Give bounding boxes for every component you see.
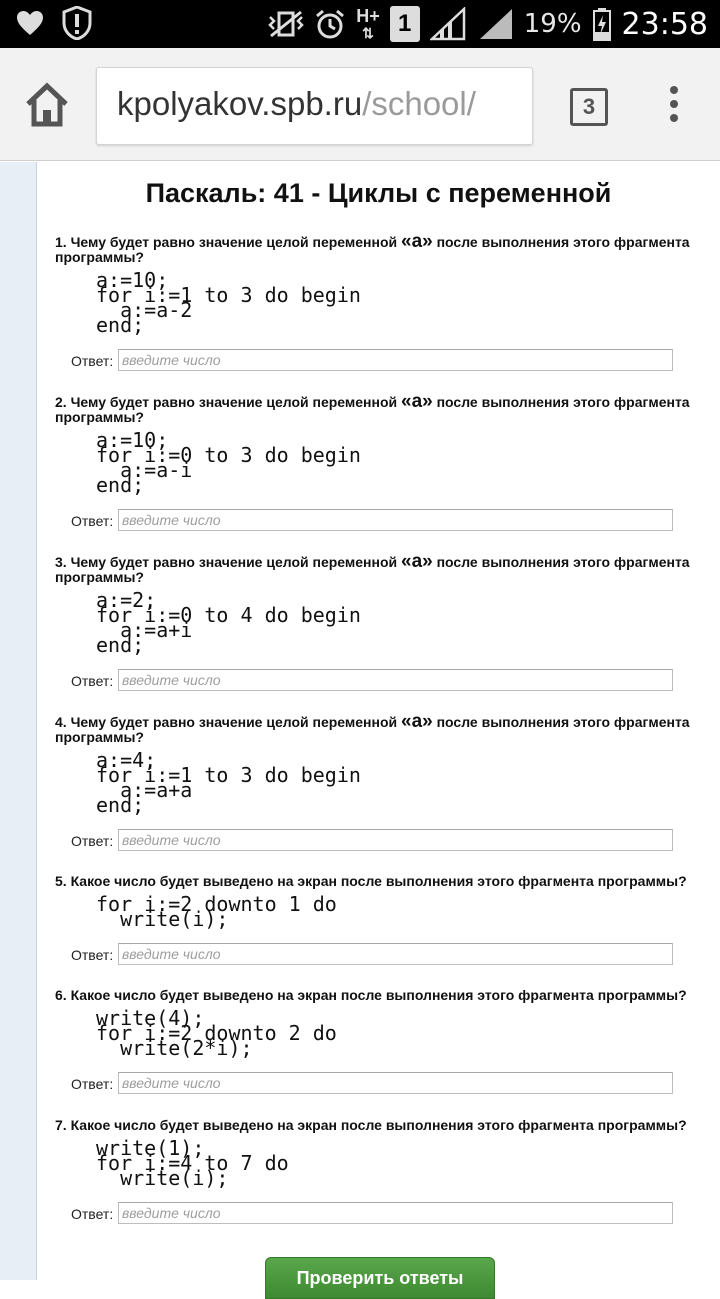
alarm-icon — [314, 8, 346, 40]
signal-icon — [430, 7, 468, 41]
question-text — [55, 551, 705, 585]
question-prefix: Чему будет равно значение целой переменной — [70, 554, 401, 570]
answer-input[interactable] — [118, 943, 673, 965]
url-domain: kpolyakov.spb.ru — [117, 85, 363, 122]
clock: 23:58 — [621, 6, 708, 42]
question-number: 7. — [55, 1117, 67, 1133]
code-snippet: write(4); for i:=2 downto 2 do write(2*i); — [96, 1006, 337, 1060]
answer-label: Ответ: — [71, 673, 114, 689]
answer-row — [71, 349, 705, 373]
question-text — [55, 988, 705, 1003]
question-variable: «a» — [401, 391, 433, 412]
browser-toolbar — [0, 48, 720, 161]
question-number: 6. — [55, 987, 67, 1003]
question-variable: «a» — [401, 711, 433, 732]
data-arrows-icon: ⇅ — [362, 24, 374, 41]
question-number: 3. — [55, 554, 67, 570]
question-prefix: Чему будет равно значение целой переменной — [70, 714, 401, 730]
answer-row — [71, 1202, 705, 1226]
address-bar[interactable] — [96, 67, 533, 145]
answer-row — [71, 829, 705, 853]
url-text — [117, 85, 476, 123]
question-suffix: после выполнения этого фрагмента программы? — [55, 234, 690, 265]
question-6 — [55, 988, 705, 1096]
answer-input[interactable] — [118, 349, 673, 371]
code-snippet: for i:=2 downto 1 do write(i); — [96, 892, 337, 931]
question-suffix: после выполнения этого фрагмента программы? — [55, 394, 690, 425]
heart-icon — [16, 10, 44, 36]
code-snippet: a:=2; for i:=0 to 4 do begin a:=a+i end; — [96, 588, 361, 657]
question-number: 5. — [55, 873, 67, 889]
question-variable: «a» — [401, 231, 433, 252]
answer-label: Ответ: — [71, 353, 114, 369]
question-prefix: Какое число будет выведено на экран после выполнения этого фрагмента программы? — [70, 873, 687, 889]
answer-row — [71, 509, 705, 533]
question-prefix: Чему будет равно значение целой переменной — [70, 394, 401, 410]
answer-label: Ответ: — [71, 513, 114, 529]
status-left-icons — [16, 6, 92, 40]
alert-shield-icon — [62, 6, 92, 40]
question-text — [55, 391, 705, 425]
answer-label: Ответ: — [71, 947, 114, 963]
answer-input[interactable] — [118, 1072, 673, 1094]
home-icon[interactable] — [22, 80, 72, 130]
question-text — [55, 1118, 705, 1133]
page-content — [37, 162, 720, 1288]
code-snippet: a:=4; for i:=1 to 3 do begin a:=a+a end; — [96, 748, 361, 817]
answer-label: Ответ: — [71, 1076, 114, 1092]
question-prefix: Какое число будет выведено на экран после выполнения этого фрагмента программы? — [70, 1117, 687, 1133]
question-7 — [55, 1118, 705, 1226]
question-3 — [55, 551, 705, 693]
question-text — [55, 231, 705, 265]
code-snippet: write(1); for i:=4 to 7 do write(i); — [96, 1136, 289, 1190]
code-snippet: a:=10; for i:=0 to 3 do begin a:=a-i end; — [96, 428, 361, 497]
page-title: Паскаль: 41 - Циклы с переменной — [145, 178, 612, 208]
question-suffix: после выполнения этого фрагмента программы? — [55, 554, 690, 585]
question-4 — [55, 711, 705, 853]
answer-input[interactable] — [118, 1202, 673, 1224]
question-number: 2. — [55, 394, 67, 410]
status-bar — [0, 0, 720, 48]
overflow-menu-icon[interactable] — [664, 86, 684, 126]
question-suffix: после выполнения этого фрагмента программы? — [55, 714, 690, 745]
question-prefix: Чему будет равно значение целой переменной — [70, 234, 401, 250]
network-type — [356, 5, 380, 41]
question-prefix: Какое число будет выведено на экран после выполнения этого фрагмента программы? — [70, 987, 687, 1003]
question-text — [55, 711, 705, 745]
question-1 — [55, 231, 705, 373]
code-snippet: a:=10; for i:=1 to 3 do begin a:=a-2 end; — [96, 268, 361, 337]
answer-input[interactable] — [118, 669, 673, 691]
battery-percent: 19% — [523, 9, 582, 39]
answer-row — [71, 1072, 705, 1096]
vibrate-icon — [268, 9, 304, 39]
answer-label: Ответ: — [71, 833, 114, 849]
tab-switcher-button[interactable]: 3 — [570, 88, 608, 126]
answer-row — [71, 669, 705, 693]
question-text — [55, 874, 705, 889]
answer-label: Ответ: — [71, 1206, 114, 1222]
url-path: /school/ — [362, 85, 476, 122]
signal-2-icon — [478, 7, 514, 41]
answer-input[interactable] — [118, 829, 673, 851]
sim-indicator: 1 — [390, 6, 420, 42]
page-side-margin — [0, 162, 37, 1280]
question-5 — [55, 874, 705, 967]
question-number: 1. — [55, 234, 67, 250]
answer-input[interactable] — [118, 509, 673, 531]
check-answers-button[interactable]: Проверить ответы — [265, 1257, 495, 1299]
question-number: 4. — [55, 714, 67, 730]
network-type-label: H+ — [356, 5, 380, 26]
question-2 — [55, 391, 705, 533]
question-variable: «a» — [401, 551, 433, 572]
status-right-icons — [268, 0, 708, 48]
battery-charging-icon — [592, 7, 612, 41]
answer-row — [71, 943, 705, 967]
